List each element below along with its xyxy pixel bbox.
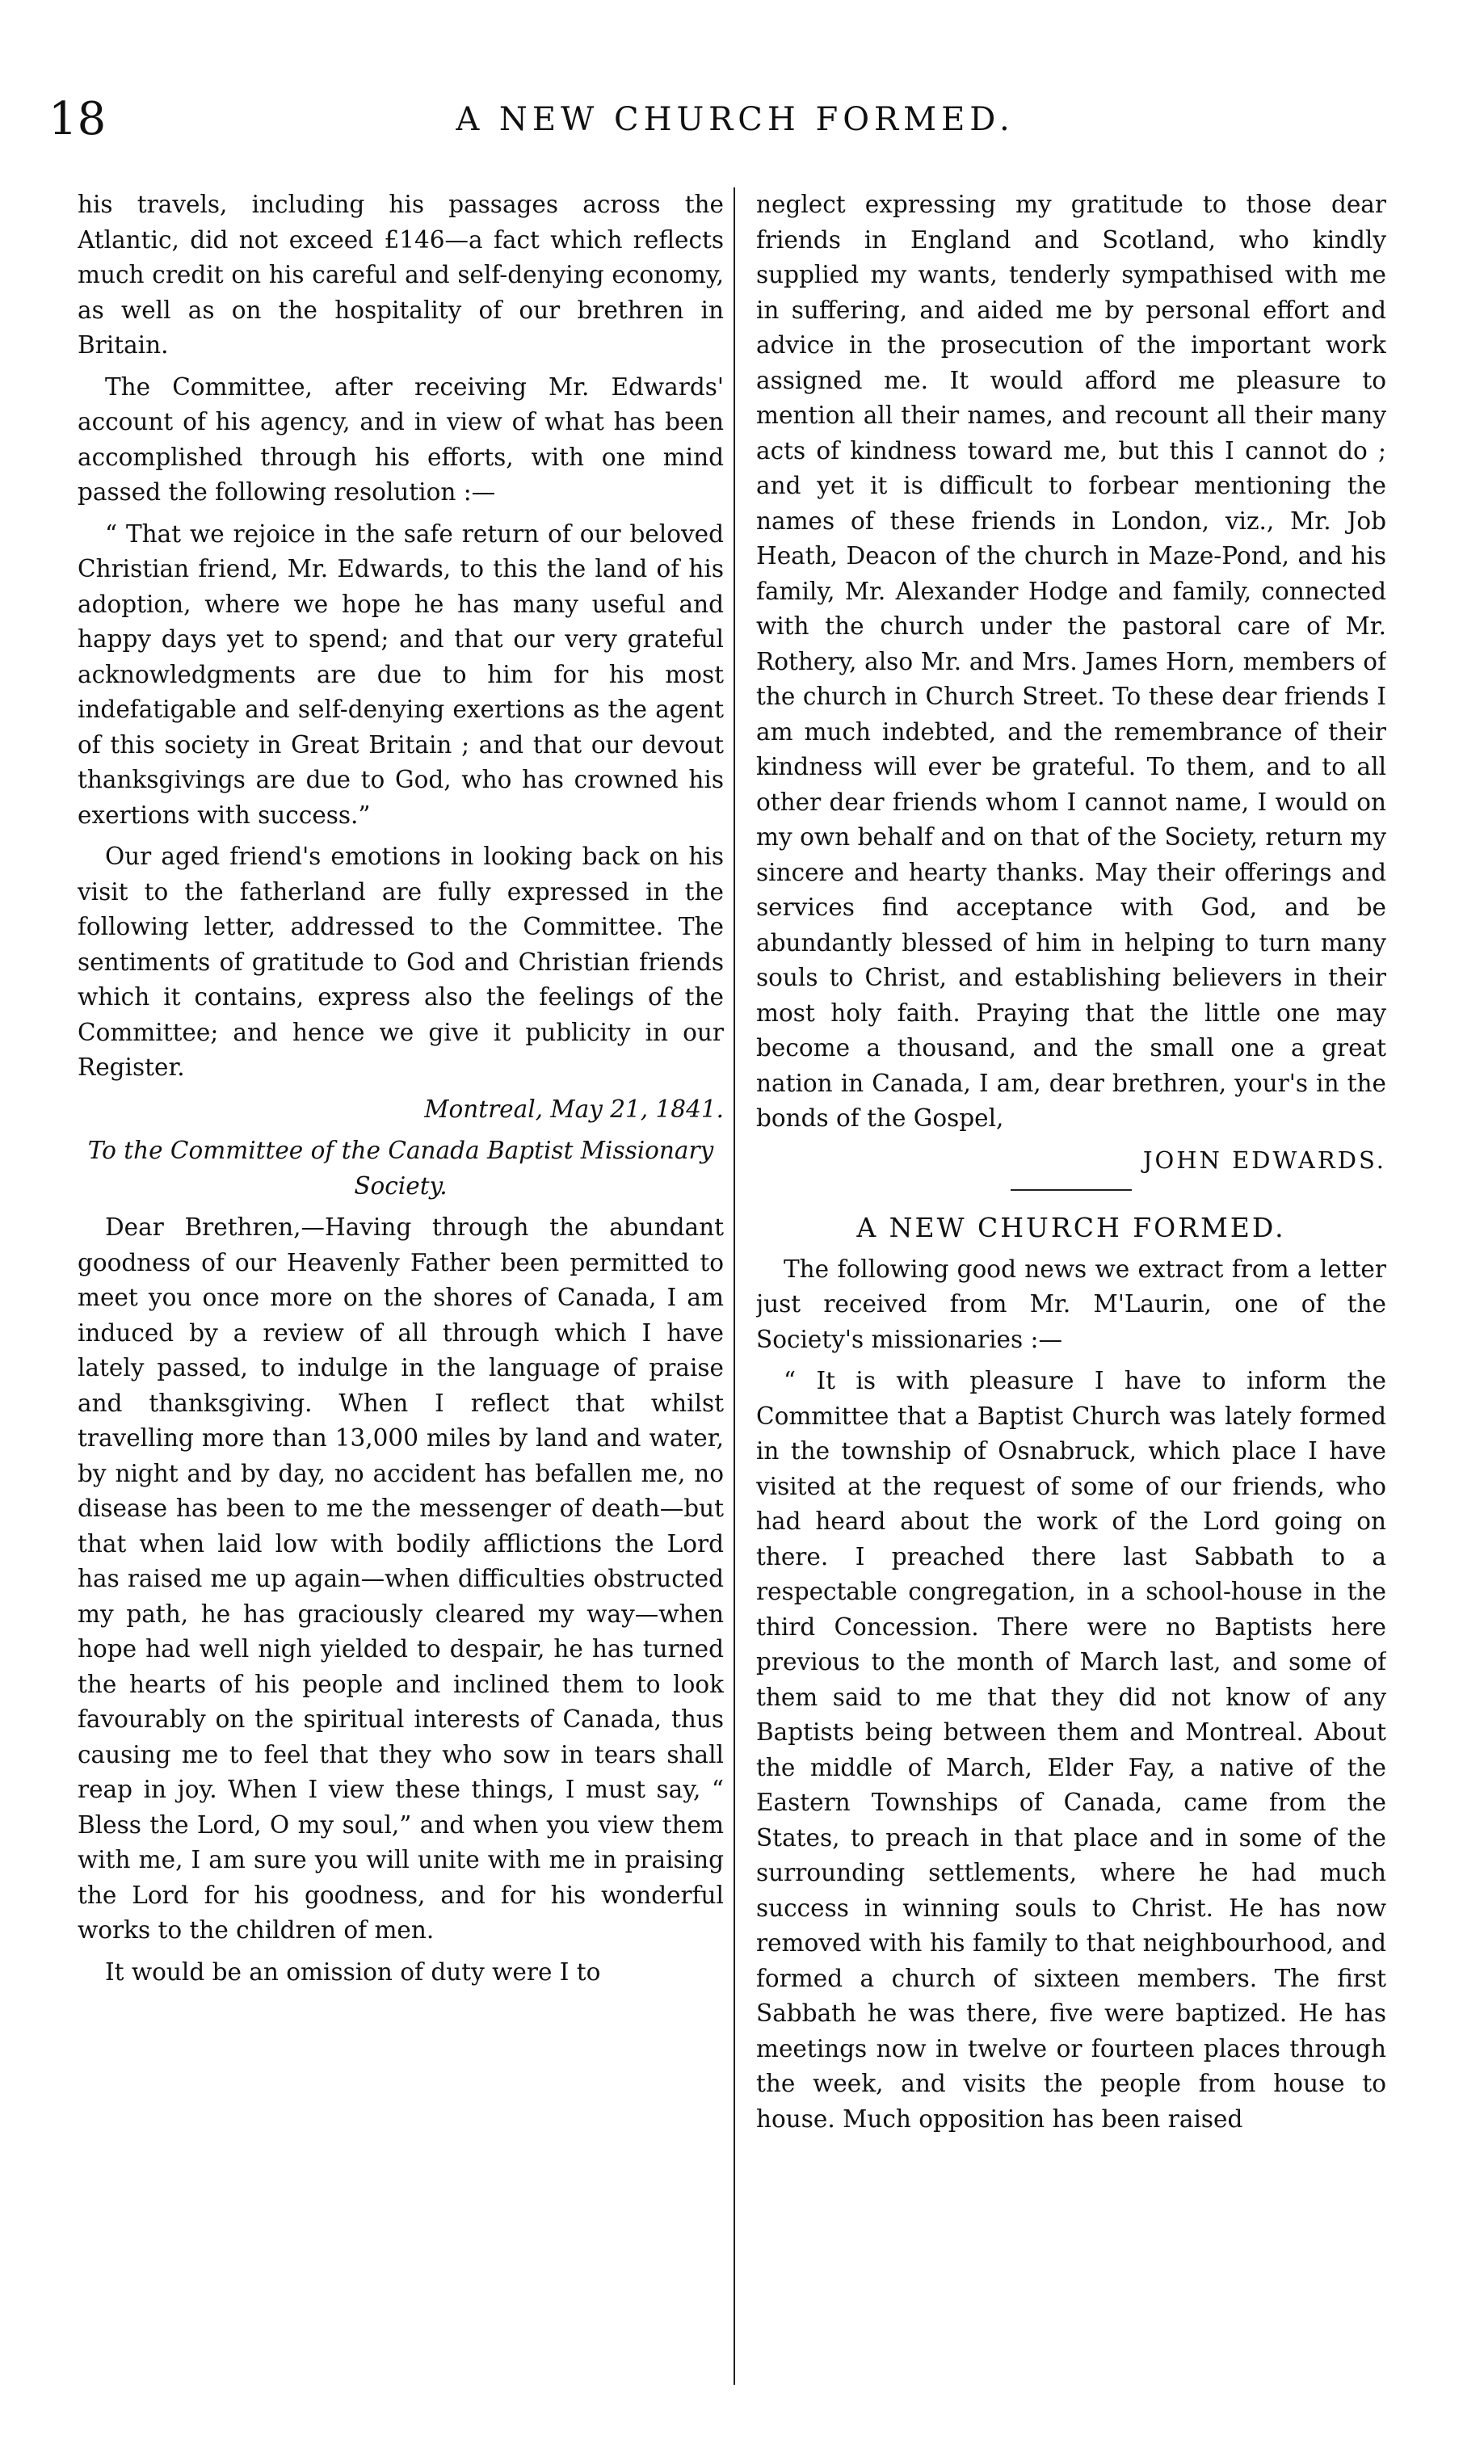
column-divider bbox=[734, 187, 735, 2385]
running-title: A NEW CHURCH FORMED. bbox=[456, 101, 1015, 138]
left-column bbox=[78, 187, 724, 2417]
signature: JOHN EDWARDS. bbox=[1142, 1146, 1386, 1174]
paragraph: It would be an omission of duty were I to bbox=[105, 1957, 601, 1986]
paragraph: his travels, including his passages across the Atlantic, did not exceed £146—a fact which reflects much credit on his careful and self-denying economy, as well as on the hospitality of our brethren in Britain. bbox=[78, 191, 724, 359]
paragraph: Our aged friend's emotions in looking back on his visit to the fatherland are fully expressed in the following letter, addressed to the Committee. The sentiments of gratitude to God and Christian friends which it contains, express also the feelings of the Committee; and hence we give it publicity in our Register. bbox=[78, 843, 724, 1081]
paragraph: The Committee, after receiving Mr. Edwards' account of his agency, and in view of what has been accomplished through his efforts, with one mind passed the following resolution :— bbox=[78, 372, 724, 506]
paragraph: The following good news we extract from a letter just received from Mr. M'Laurin, one of the Society's missionaries :— bbox=[756, 1255, 1386, 1353]
letter-quote: “ It is with pleasure I have to inform the Committee that a Baptist Church was lately formed in the township of Osnabruck, which place I have visited at the request of some of our friends, who had heard about the work of the Lord going on there. I preached there last Sabbath to a respectable congregation, in a school-house in the third Concession. There were no Baptists here previous to the month of March last, and some of them said to me that they did not know of any Baptists being between them and Montreal. About the middle of March, Elder Fay, a native of the Eastern Townships of Canada, came from the States, to preach in that place and in some of the surrounding settlements, where he had much success in winning souls to Christ. He has now removed with his family to that neighbourhood, and formed a church of sixteen members. The first Sabbath he was there, five were baptized. He has meetings now in twelve or fourteen places through the week, and visits the people from house to house. Much opposition has been raised bbox=[756, 1367, 1386, 2133]
page-header bbox=[48, 87, 1422, 152]
section-heading: A NEW CHURCH FORMED. bbox=[856, 1212, 1286, 1243]
right-column bbox=[756, 187, 1386, 2417]
resolution-quote: “ That we rejoice in the safe return of our beloved Christian friend, Mr. Edwards, to this the land of his adoption, where we hope he has many useful and happy days yet to spend; and that our very grateful acknowledgments are due to him for his most indefatigable and self-denying exertions as the agent of this society in Great Britain ; and that our devout thanksgivings are due to God, who has crowned his exertions with success.” bbox=[78, 519, 724, 829]
letter-body: Dear Brethren,—Having through the abundant goodness of our Heavenly Father been permitted to meet you once more on the shores of Canada, I am induced by a review of all through which I have lately passed, to indulge in the language of praise and thanksgiving. When I reflect that whilst travelling more than 13,000 miles by land and water, by night and by day, no accident has befallen me, no disease has been to me the messenger of death—but that when laid low with bodily afflictions the Lord has raised me up again—when difficulties obstructed my path, he has graciously cleared my way—when hope had well nigh yielded to despair, he has turned the hearts of his people and inclined them to look favourably on the spiritual interests of Canada, thus causing me to feel that they who sow in tears shall reap in joy. When I view these things, I must say, “ Bless the Lord, O my soul,” and when you view them with me, I am sure you will unite with me in praising the Lord for his goodness, and for his wonderful works to the children of men. bbox=[78, 1213, 724, 1944]
page-number: 18 bbox=[48, 93, 107, 145]
section-divider bbox=[1011, 1189, 1132, 1191]
letter-continuation: neglect expressing my gratitude to those dear friends in England and Scotland, who kindly supplied my wants, tenderly sympathised with me in suffering, and aided me by personal effort and advice in the prosecution of the important work assigned me. It would afford me pleasure to mention all their names, and recount all their many acts of kindness toward me, but this I cannot do ; and yet it is difficult to forbear mentioning the names of these friends in London, viz., Mr. Job Heath, Deacon of the church in Maze-Pond, and his family, Mr. Alexander Hodge and family, connected with the church under the pastoral care of Mr. Rothery, also Mr. and Mrs. James Horn, members of the church in Church Street. To these dear friends I am much indebted, and the remembrance of their kindness will ever be grateful. To them, and to all other dear friends whom I cannot name, I would on my own behalf and on that of the Society, return my sincere and hearty thanks. May their offerings and services find acceptance with God, and be abundantly blessed of him in helping to turn many souls to Christ, and establishing believers in their most holy faith. Praying that the little one may become a thousand, and the small one a great nation in Canada, I am, dear brethren, your's in the bonds of the Gospel, bbox=[756, 191, 1386, 1132]
letter-address: To the Committee of the Canada Baptist Missionary Society. bbox=[87, 1137, 714, 1200]
letter-dateline: Montreal, May 21, 1841. bbox=[424, 1095, 724, 1123]
